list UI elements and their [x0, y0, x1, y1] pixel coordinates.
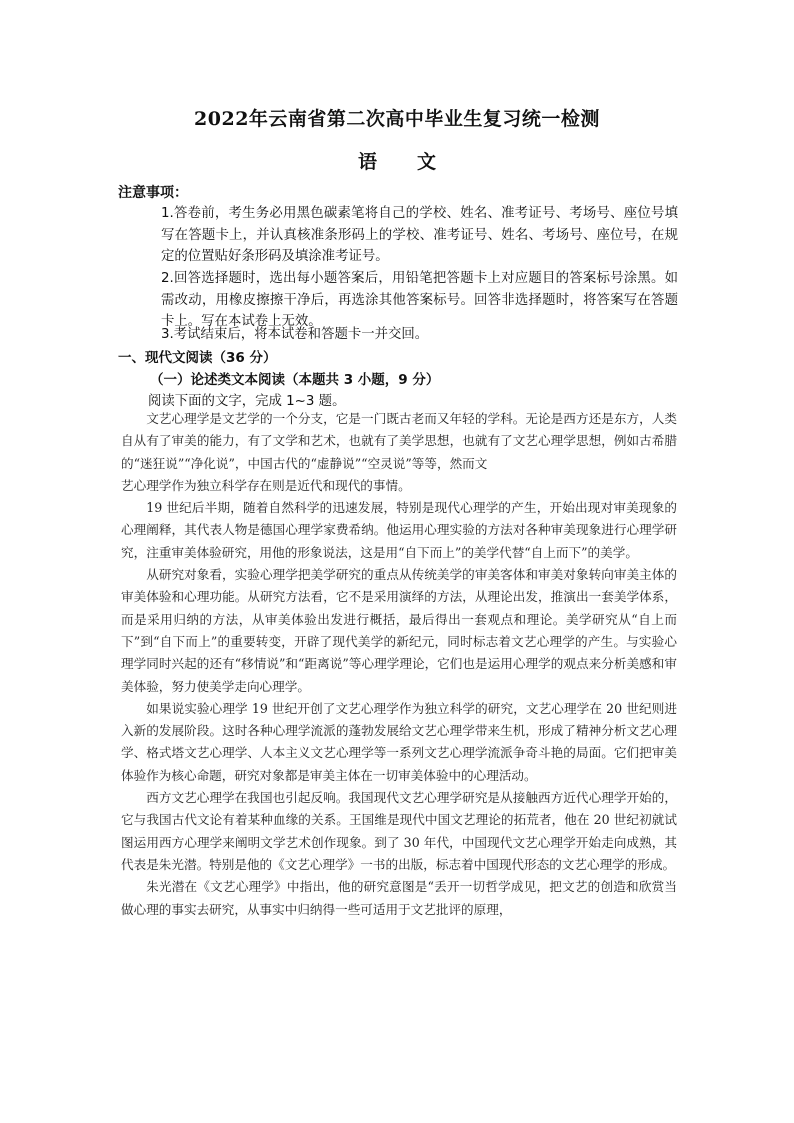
passage-paragraph: 文艺心理学是文艺学的一个分支，它是一门既古老而又年轻的学科。无论是西方还是东方，人类自从有了审美的能力，有了文学和艺术，也就有了美学思想，也就有了文艺心理学思想，例如古希腊的“迷狂说”“净化说”，中国古代的“虚静说”“空灵说”等等，然而文 — [121, 411, 677, 471]
passage-paragraph: 如果说实验心理学 19 世纪开创了文艺心理学作为独立科学的研究，文艺心理学在 20 世纪则进入新的发展阶段。这时各种心理学流派的蓬勃发展给文艺心理学带来生机，形成了精神分析文艺心理学、格式塔文艺心理学、人本主义文艺心理学等一系列文艺心理学流派争奇斗艳的局面。它们把审美体验作为核心命题，研究对象都是审美主体在一切审美体验中的心理活动。 — [121, 700, 677, 783]
notes-heading: 注意事项： — [118, 185, 188, 201]
reading-instruction: 阅读下面的文字，完成 1~3 题。 — [148, 394, 346, 409]
note-text: 1.答卷前，考生务必用黑色碳素笔将自己的学校、姓名、准考证号、考场号、座位号填写在答题卡上，并认真核准条形码上的学校、准考证号、姓名、考场号、座位号，在规定的位置贴好条形码及填涂准考证号。 — [161, 206, 678, 264]
sub-section-heading: （一）论述类文本阅读（本题共 3 小题，9 分） — [150, 372, 440, 388]
passage-paragraph: 艺心理学作为独立科学存在则是近代和现代的事情。 — [121, 477, 411, 493]
reading-passage — [121, 408, 677, 921]
passage-paragraph: 从研究对象看，实验心理学把美学研究的重点从传统美学的审美客体和审美对象转向审美主体的审美体验和心理功能。从研究方法看，它不是采用演绎的方法，从理论出发，推演出一套美学体系，而是采用归纳的方法，从审美体验出发进行概括，最后得出一套观点和理论。美学研究从“自上而下”到“自下而上”的重要转变，开辟了现代美学的新纪元，同时标志着文艺心理学的产生。与实验心理学同时兴起的还有“移情说”和“距离说”等心理学理论，它们也是运用心理学的观点来分析美感和审美体验，努力使美学走向心理学。 — [121, 567, 677, 694]
section-heading: 一、现代文阅读（36 分） — [118, 350, 277, 366]
subject-title: 语文 — [357, 151, 476, 173]
note-item-1 — [145, 203, 678, 268]
passage-paragraph: 19 世纪后半期，随着自然科学的迅速发展，特别是现代心理学的产生，开始出现对审美现象的心理阐释，其代表人物是德国心理学家费希纳。他运用心理实验的方法对各种审美现象进行心理学研究，注重审美体验研究，用他的形象说法，这是用“自下而上”的美学代替“自上而下”的美学。 — [121, 500, 677, 560]
exam-title: 2022年云南省第二次高中毕业生复习统一检测 — [194, 108, 600, 130]
note-item-2 — [145, 268, 678, 333]
note-text: 3.考试结束后，将本试卷和答题卡一并交回。 — [161, 327, 429, 342]
passage-paragraph: 西方文艺心理学在我国也引起反响。我国现代文艺心理学研究是从接触西方近代心理学开始的，它与我国古代文论有着某种血缘的关系。王国维是现代中国文艺理论的拓荒者，他在 20 世纪初就试图运用西方心理学来阐明文学艺术创作现象。到了 30 年代，中国现代文艺心理学开始走向成熟，其代表是朱光潜。特别是他的《文艺心理学》一书的出版，标志着中国现代形态的文艺心理学的形成。 — [121, 790, 677, 872]
passage-paragraph: 朱光潜在《文艺心理学》中指出，他的研究意图是“丢开一切哲学成见，把文艺的创造和欣赏当做心理的事实去研究，从事实中归纳得一些可适用于文艺批评的原理， — [121, 879, 677, 917]
note-item-3 — [145, 324, 678, 346]
note-text: 2.回答选择题时，选出每小题答案后，用铅笔把答题卡上对应题目的答案标号涂黑。如需改动，用橡皮擦擦干净后，再选涂其他答案标号。回答非选择题时，将答案写在答题卡上。写在本试卷上无效。 — [161, 271, 678, 329]
